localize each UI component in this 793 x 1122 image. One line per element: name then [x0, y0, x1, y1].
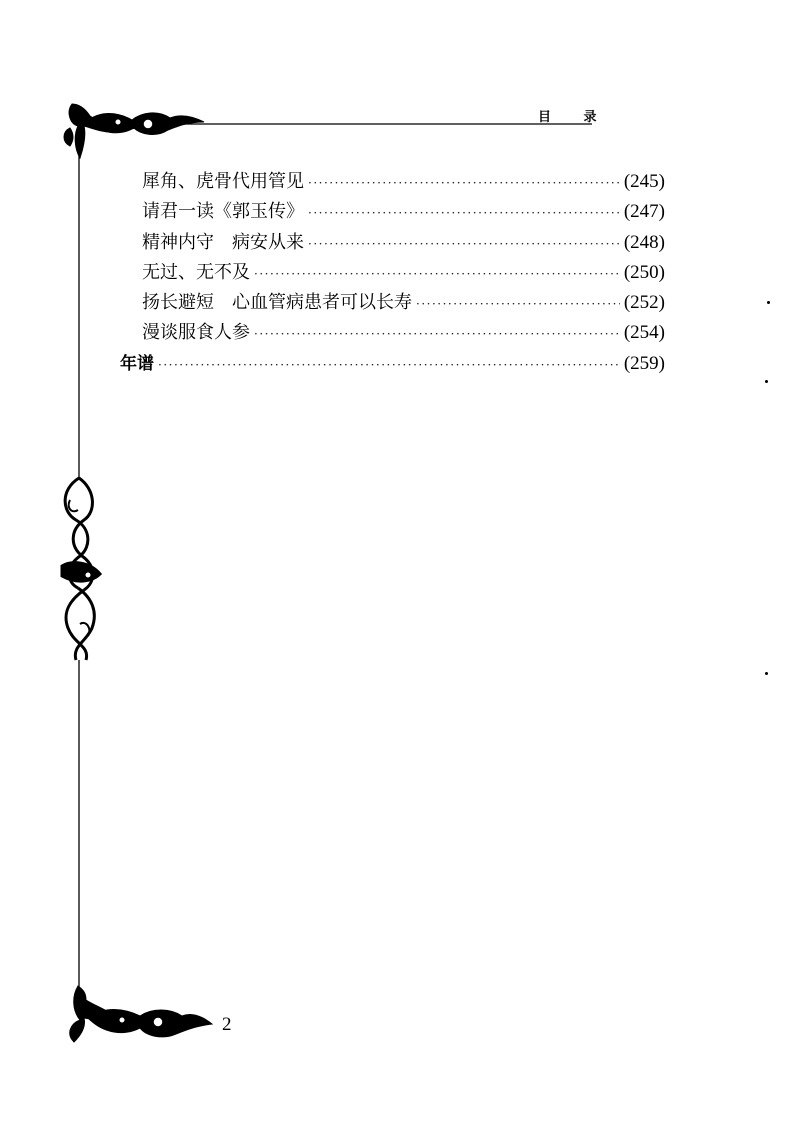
- running-head: 目 录: [538, 110, 611, 125]
- toc-entry-title: 无过、无不及: [142, 261, 250, 283]
- scan-speck: [765, 672, 768, 675]
- toc-entry-title: 漫谈服食人参: [142, 322, 250, 344]
- toc-entry: [120, 258, 665, 288]
- toc-entry: [120, 349, 665, 379]
- toc-entry-page: (259): [623, 352, 665, 374]
- toc-entry-title: 年谱: [120, 353, 154, 374]
- toc-entry-page: (250): [623, 261, 665, 283]
- toc-entry: [120, 228, 665, 258]
- dot-leader: [308, 229, 620, 259]
- toc-entry-page: (247): [623, 201, 665, 223]
- toc-entry-title: 犀角、虎骨代用管见: [142, 171, 304, 192]
- toc-entry-title: 精神内守 病安从来: [142, 231, 304, 253]
- bottom-corner-ornament: [70, 986, 212, 1042]
- dot-leader: [254, 259, 620, 289]
- table-of-contents: [120, 167, 665, 379]
- scan-speck: [767, 301, 770, 304]
- toc-entry-page: (254): [623, 322, 665, 344]
- toc-entry: [120, 167, 665, 197]
- dot-leader: [416, 289, 620, 319]
- dot-leader: [158, 350, 620, 380]
- toc-entry-title: 请君一读《郭玉传》: [142, 201, 304, 223]
- toc-entry-page: (245): [623, 171, 665, 192]
- toc-entry-page: (248): [623, 231, 665, 253]
- dot-leader: [308, 198, 620, 228]
- page-number: 2: [222, 1014, 232, 1035]
- toc-entry: [120, 288, 665, 318]
- dot-leader: [308, 168, 620, 198]
- toc-entry-page: (252): [623, 292, 665, 314]
- dot-leader: [254, 319, 620, 349]
- toc-entry: [120, 197, 665, 227]
- toc-entry: [120, 318, 665, 348]
- toc-entry-title: 扬长避短 心血管病患者可以长寿: [142, 292, 412, 314]
- scan-speck: [765, 380, 768, 383]
- middle-scroll-ornament: [62, 478, 100, 660]
- top-corner-ornament: [64, 104, 204, 158]
